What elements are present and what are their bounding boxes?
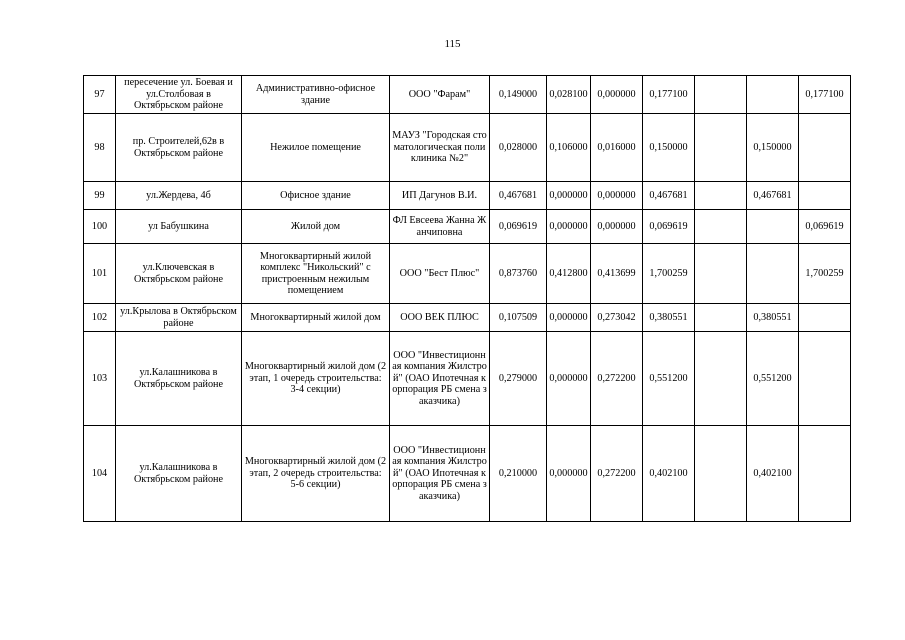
value-5-cell bbox=[695, 304, 747, 332]
object-cell: Многоквартирный жилой дом bbox=[242, 304, 390, 332]
object-cell: Многоквартирный жилой комплекс "Никольский" с пристроенным нежилым помещением bbox=[242, 244, 390, 304]
table-row bbox=[84, 332, 851, 426]
table-row bbox=[84, 244, 851, 304]
value-7-cell bbox=[799, 332, 851, 426]
value-3-cell: 0,016000 bbox=[591, 114, 643, 182]
row-number-cell: 104 bbox=[84, 426, 116, 522]
value-5-cell bbox=[695, 210, 747, 244]
value-4-cell: 0,177100 bbox=[643, 76, 695, 114]
row-number-cell: 97 bbox=[84, 76, 116, 114]
object-cell: Многоквартирный жилой дом (2 этап, 1 очередь строительства: 3-4 секции) bbox=[242, 332, 390, 426]
value-3-cell: 0,000000 bbox=[591, 182, 643, 210]
value-2-cell: 0,000000 bbox=[547, 332, 591, 426]
address-cell: ул.Крылова в Октябрьском районе bbox=[116, 304, 242, 332]
value-6-cell: 0,380551 bbox=[747, 304, 799, 332]
row-number-cell: 99 bbox=[84, 182, 116, 210]
table-row bbox=[84, 304, 851, 332]
organization-cell: ФЛ Евсеева Жанна Жанчиповна bbox=[390, 210, 490, 244]
address-cell: ул.Ключевская в Октябрьском районе bbox=[116, 244, 242, 304]
address-cell: ул.Калашникова в Октябрьском районе bbox=[116, 426, 242, 522]
value-4-cell: 0,380551 bbox=[643, 304, 695, 332]
object-cell: Нежилое помещение bbox=[242, 114, 390, 182]
value-2-cell: 0,000000 bbox=[547, 304, 591, 332]
address-cell: ул Бабушкина bbox=[116, 210, 242, 244]
address-cell: ул.Жердева, 4б bbox=[116, 182, 242, 210]
value-6-cell: 0,150000 bbox=[747, 114, 799, 182]
value-5-cell bbox=[695, 76, 747, 114]
value-6-cell bbox=[747, 76, 799, 114]
value-2-cell: 0,106000 bbox=[547, 114, 591, 182]
row-number-cell: 98 bbox=[84, 114, 116, 182]
connections-table bbox=[83, 75, 851, 522]
value-4-cell: 0,467681 bbox=[643, 182, 695, 210]
value-1-cell: 0,069619 bbox=[490, 210, 547, 244]
value-4-cell: 0,150000 bbox=[643, 114, 695, 182]
table-row bbox=[84, 76, 851, 114]
organization-cell: ООО "Инвестиционная компания Жилстрой" (ОАО Ипотечная корпорация РБ смена заказчика) bbox=[390, 332, 490, 426]
value-4-cell: 0,069619 bbox=[643, 210, 695, 244]
value-1-cell: 0,210000 bbox=[490, 426, 547, 522]
value-7-cell bbox=[799, 114, 851, 182]
value-7-cell: 0,069619 bbox=[799, 210, 851, 244]
value-6-cell: 0,551200 bbox=[747, 332, 799, 426]
value-7-cell bbox=[799, 182, 851, 210]
object-cell: Офисное здание bbox=[242, 182, 390, 210]
value-3-cell: 0,272200 bbox=[591, 332, 643, 426]
table-body bbox=[84, 76, 851, 522]
address-cell: пр. Строителей,62в в Октябрьском районе bbox=[116, 114, 242, 182]
value-1-cell: 0,028000 bbox=[490, 114, 547, 182]
value-7-cell bbox=[799, 304, 851, 332]
value-6-cell: 0,402100 bbox=[747, 426, 799, 522]
table-row bbox=[84, 210, 851, 244]
value-5-cell bbox=[695, 182, 747, 210]
value-2-cell: 0,028100 bbox=[547, 76, 591, 114]
value-7-cell bbox=[799, 426, 851, 522]
row-number-cell: 100 bbox=[84, 210, 116, 244]
organization-cell: ООО ВЕК ПЛЮС bbox=[390, 304, 490, 332]
organization-cell: ООО "Инвестиционная компания Жилстрой" (ОАО Ипотечная корпорация РБ смена заказчика) bbox=[390, 426, 490, 522]
organization-cell: ООО "Фарам" bbox=[390, 76, 490, 114]
value-3-cell: 0,413699 bbox=[591, 244, 643, 304]
value-5-cell bbox=[695, 332, 747, 426]
value-1-cell: 0,873760 bbox=[490, 244, 547, 304]
value-6-cell: 0,467681 bbox=[747, 182, 799, 210]
organization-cell: ИП Дагунов В.И. bbox=[390, 182, 490, 210]
address-cell: пересечение ул. Боевая и ул.Столбовая в Октябрьском районе bbox=[116, 76, 242, 114]
value-7-cell: 1,700259 bbox=[799, 244, 851, 304]
value-2-cell: 0,000000 bbox=[547, 210, 591, 244]
value-5-cell bbox=[695, 244, 747, 304]
value-7-cell: 0,177100 bbox=[799, 76, 851, 114]
value-3-cell: 0,272200 bbox=[591, 426, 643, 522]
value-1-cell: 0,279000 bbox=[490, 332, 547, 426]
organization-cell: ООО "Бест Плюс" bbox=[390, 244, 490, 304]
value-2-cell: 0,412800 bbox=[547, 244, 591, 304]
value-2-cell: 0,000000 bbox=[547, 426, 591, 522]
value-4-cell: 0,402100 bbox=[643, 426, 695, 522]
object-cell: Жилой дом bbox=[242, 210, 390, 244]
value-5-cell bbox=[695, 114, 747, 182]
value-3-cell: 0,273042 bbox=[591, 304, 643, 332]
page-number: 115 bbox=[444, 38, 461, 50]
value-3-cell: 0,000000 bbox=[591, 210, 643, 244]
table-row bbox=[84, 426, 851, 522]
organization-cell: МАУЗ "Городская стоматологическая поликлиника №2" bbox=[390, 114, 490, 182]
value-1-cell: 0,149000 bbox=[490, 76, 547, 114]
value-1-cell: 0,107509 bbox=[490, 304, 547, 332]
row-number-cell: 102 bbox=[84, 304, 116, 332]
value-3-cell: 0,000000 bbox=[591, 76, 643, 114]
row-number-cell: 103 bbox=[84, 332, 116, 426]
object-cell: Многоквартирный жилой дом (2 этап, 2 очередь строительства: 5-6 секции) bbox=[242, 426, 390, 522]
value-1-cell: 0,467681 bbox=[490, 182, 547, 210]
address-cell: ул.Калашникова в Октябрьском районе bbox=[116, 332, 242, 426]
value-2-cell: 0,000000 bbox=[547, 182, 591, 210]
value-4-cell: 0,551200 bbox=[643, 332, 695, 426]
object-cell: Административно-офисное здание bbox=[242, 76, 390, 114]
value-5-cell bbox=[695, 426, 747, 522]
value-6-cell bbox=[747, 210, 799, 244]
table-row bbox=[84, 114, 851, 182]
value-4-cell: 1,700259 bbox=[643, 244, 695, 304]
value-6-cell bbox=[747, 244, 799, 304]
row-number-cell: 101 bbox=[84, 244, 116, 304]
table-row bbox=[84, 182, 851, 210]
